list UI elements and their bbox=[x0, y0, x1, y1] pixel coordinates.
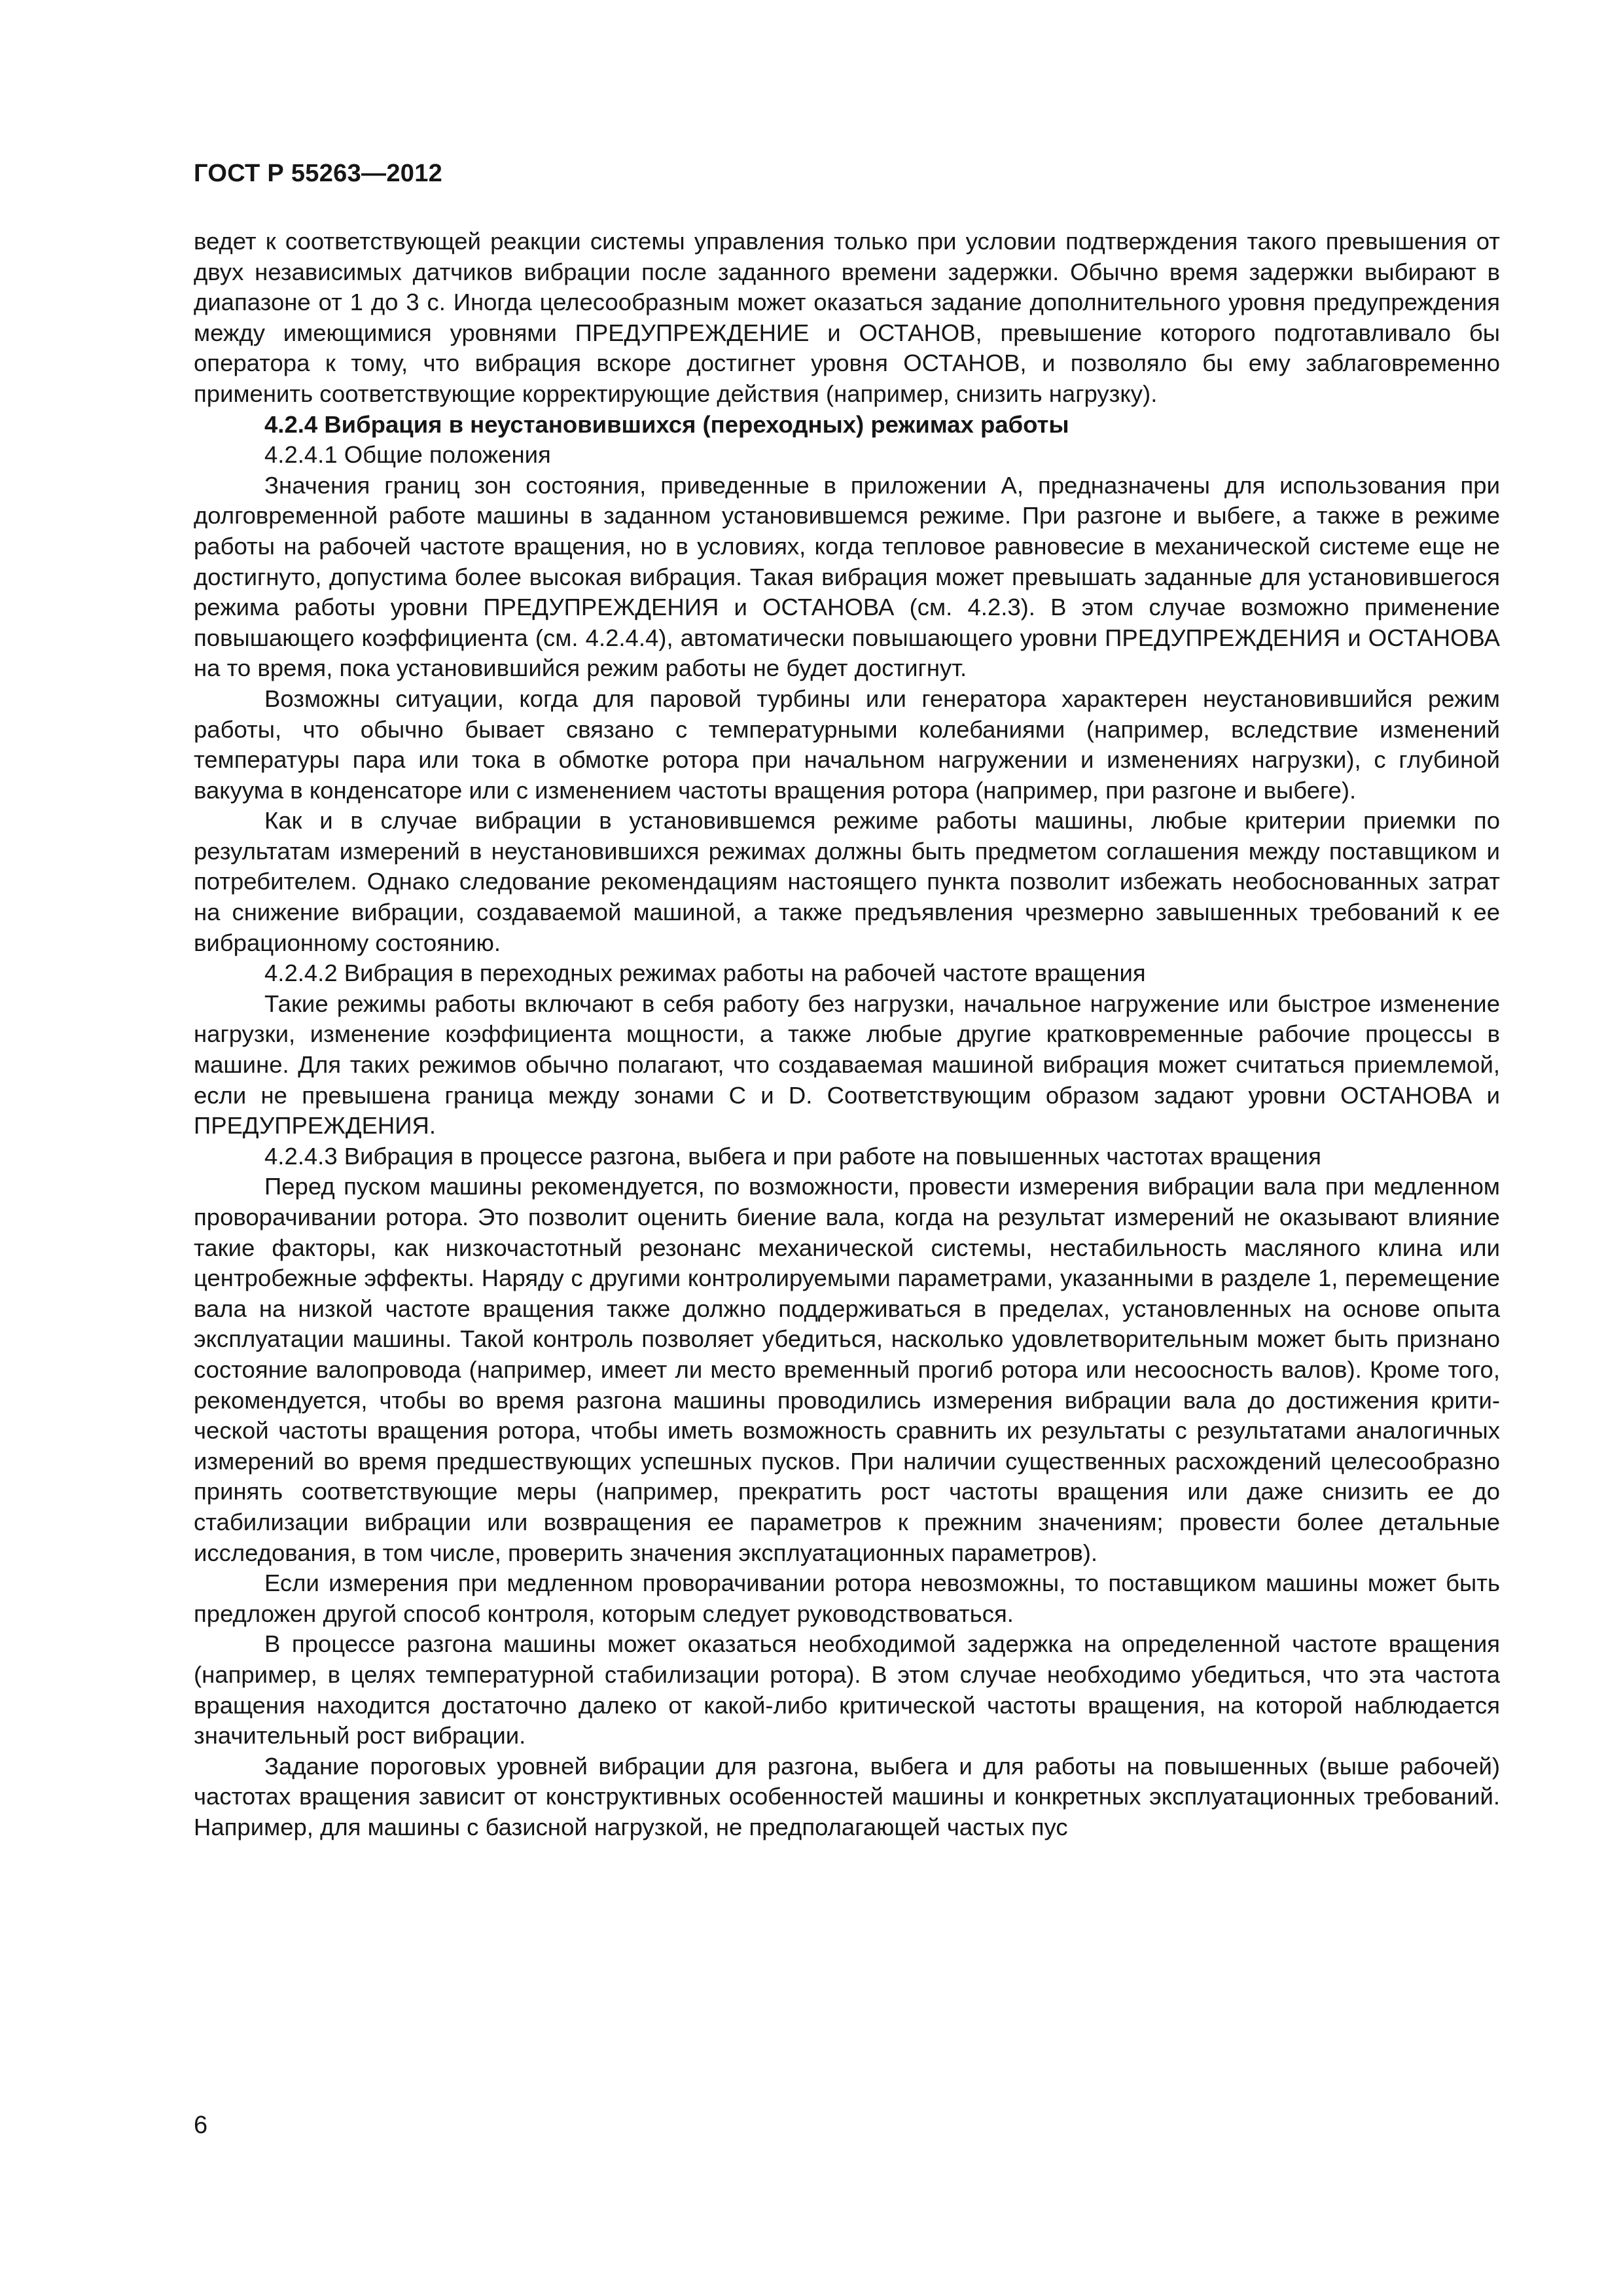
paragraph: Перед пуском машины рекомендуется, по возможности, провести измерения вибрации вала при медленном проворачивании ротора. Это позволит оценить биение вала, когда на результат измерений не оказывают влияние такие факторы, как низкочастотный резонанс механической системы, нестабильность масляного клина или центробежные эффекты. Наряду с другими контролируемыми параметрами, указанными в разделе 1, перемещение вала на низкой частоте вращения также должно поддерживаться в пределах, установленных на основе опыта эксплуатации машины. Такой контроль позволяет убедиться, насколько удовлетворительным может быть признано состояние валопровода (например, имеет ли место временный прогиб ротора или несоосность валов). Кроме того, рекомендуется, чтобы во время разгона машины проводились измерения вибрации вала до достижения критической частоты вращения ротора, чтобы иметь возможность сравнить их результаты с результатами аналогичных измерений во время предшествующих успешных пусков. При наличии существенных расхождений целесообразно принять соответствующие меры (например, прекратить рост частоты вращения или даже снизить ее до стабилизации вибрации или возвращения ее параметров к прежним значениям; провести более детальные исследования, в том числе, проверить значения эксплуатационных параметров). bbox=[194, 1173, 1500, 1566]
subsection-title-4-2-4-3: 4.2.4.3 Вибрация в процессе разгона, выбега и при работе на повышенных частотах вращения bbox=[264, 1142, 1321, 1170]
subsection-title-4-2-4-2: 4.2.4.2 Вибрация в переходных режимах работы на рабочей частоте вращения bbox=[264, 960, 1146, 987]
paragraph: Задание пороговых уровней вибрации для разгона, выбега и для работы на повышенных (выше рабочей) частотах вращения зависит от конструктивных особенностей машины и конкретных эксплуатационных требований. Например, для машины с базисной нагрузкой, не предполагающей частых пус bbox=[194, 1752, 1500, 1840]
paragraph: Возможны ситуации, когда для паровой турбины или генератора характерен неустановившийся режим работы, что обычно бывает связано с температурными колебаниями (например, вследствие изменений температуры пара или тока в обмотке ротора при начальном нагружении и изменениях нагрузки), с глубиной вакуума в конденсаторе или с изменением частоты вращения ротора (например, при разгоне и выбеге). bbox=[194, 685, 1500, 804]
paragraph: Такие режимы работы включают в себя работу без нагрузки, начальное нагружение или быстрое изменение нагрузки, изменение коэффициента мощности, а также любые другие кратковременные рабочие процессы в машине. Для таких режимов обычно полагают, что создаваемая машиной вибрация может считаться приемлемой, если не превышена граница между зонами С и D. Соответствующим образом задают уровни ОСТАНОВА и ПРЕДУПРЕЖДЕНИЯ. bbox=[194, 990, 1500, 1139]
paragraph: В процессе разгона машины может оказаться необходимой задержка на определенной частоте вращения (например, в целях температурной стабилизации ротора). В этом случае необходимо убедиться, что эта частота вращения находится достаточно далеко от какой-либо критической частоты вращения, на которой наблюдается значительный рост вибрации. bbox=[194, 1630, 1500, 1749]
paragraph: Если измерения при медленном проворачивании ротора невозможны, то поставщиком машины может быть предложен другой способ контроля, которым следует руководствоваться. bbox=[194, 1570, 1500, 1627]
page-number: 6 bbox=[194, 2111, 208, 2139]
paragraph: Как и в случае вибрации в установившемся режиме работы машины, любые критерии приемки по результатам измерений в неустановившихся режимах должны быть предметом соглашения между поставщиком и потребителем. Однако следование рекомендациям настоящего пункта позволит избежать необоснованных затрат на снижение вибрации, создаваемой машиной, а также предъявления чрезмерно завышенных требований к ее вибрационному состоянию. bbox=[194, 807, 1500, 956]
document-header: ГОСТ Р 55263—2012 bbox=[194, 160, 443, 187]
document-body bbox=[194, 226, 1500, 1842]
paragraph: Значения границ зон состояния, приведенные в приложении А, предназначены для использования при долговременной работе машины в заданном установившемся режиме. При разгоне и выбеге, а также в режиме работы на рабочей частоте вращения, но в условиях, когда тепловое равновесие в механической системе еще не достигнуто, допустима более высокая вибрация. Такая вибрация может превышать заданные для установившегося режима работы уровни ПРЕДУПРЕЖДЕНИЯ и ОСТАНОВА (см. 4.2.3). В этом случае возможно применение повышающего коэффициента (см. 4.2.4.4), автоматически повышающего уровни ПРЕДУПРЕЖДЕНИЯ и ОСТАНОВА на то время, пока установившийся режим работы не будет достигнут. bbox=[194, 471, 1500, 682]
paragraph-continuation: ведет к соответствующей реакции системы управления только при условии подтверждения такого превышения от двух независимых датчиков вибрации после заданного времени задержки. Обычно время задержки выбирают в диапазоне от 1 до 3 с. Иногда целесообразным может оказаться задание дополнительного уровня предупреждения между имеющимися уровнями ПРЕДУПРЕЖДЕНИЕ и ОСТАНОВ, превышение которого подготавливало бы оператора к тому, что вибрация вскоре достигнет уровня ОСТАНОВ, и позволяло бы ему заблаговременно применить соответствующие корректирующие действия (например, снизить нагрузку). bbox=[194, 228, 1500, 407]
subsection-title-4-2-4-1: 4.2.4.1 Общие положения bbox=[264, 441, 551, 469]
section-heading-4-2-4: 4.2.4 Вибрация в неустановившихся (переходных) режимах работы bbox=[264, 410, 1069, 438]
